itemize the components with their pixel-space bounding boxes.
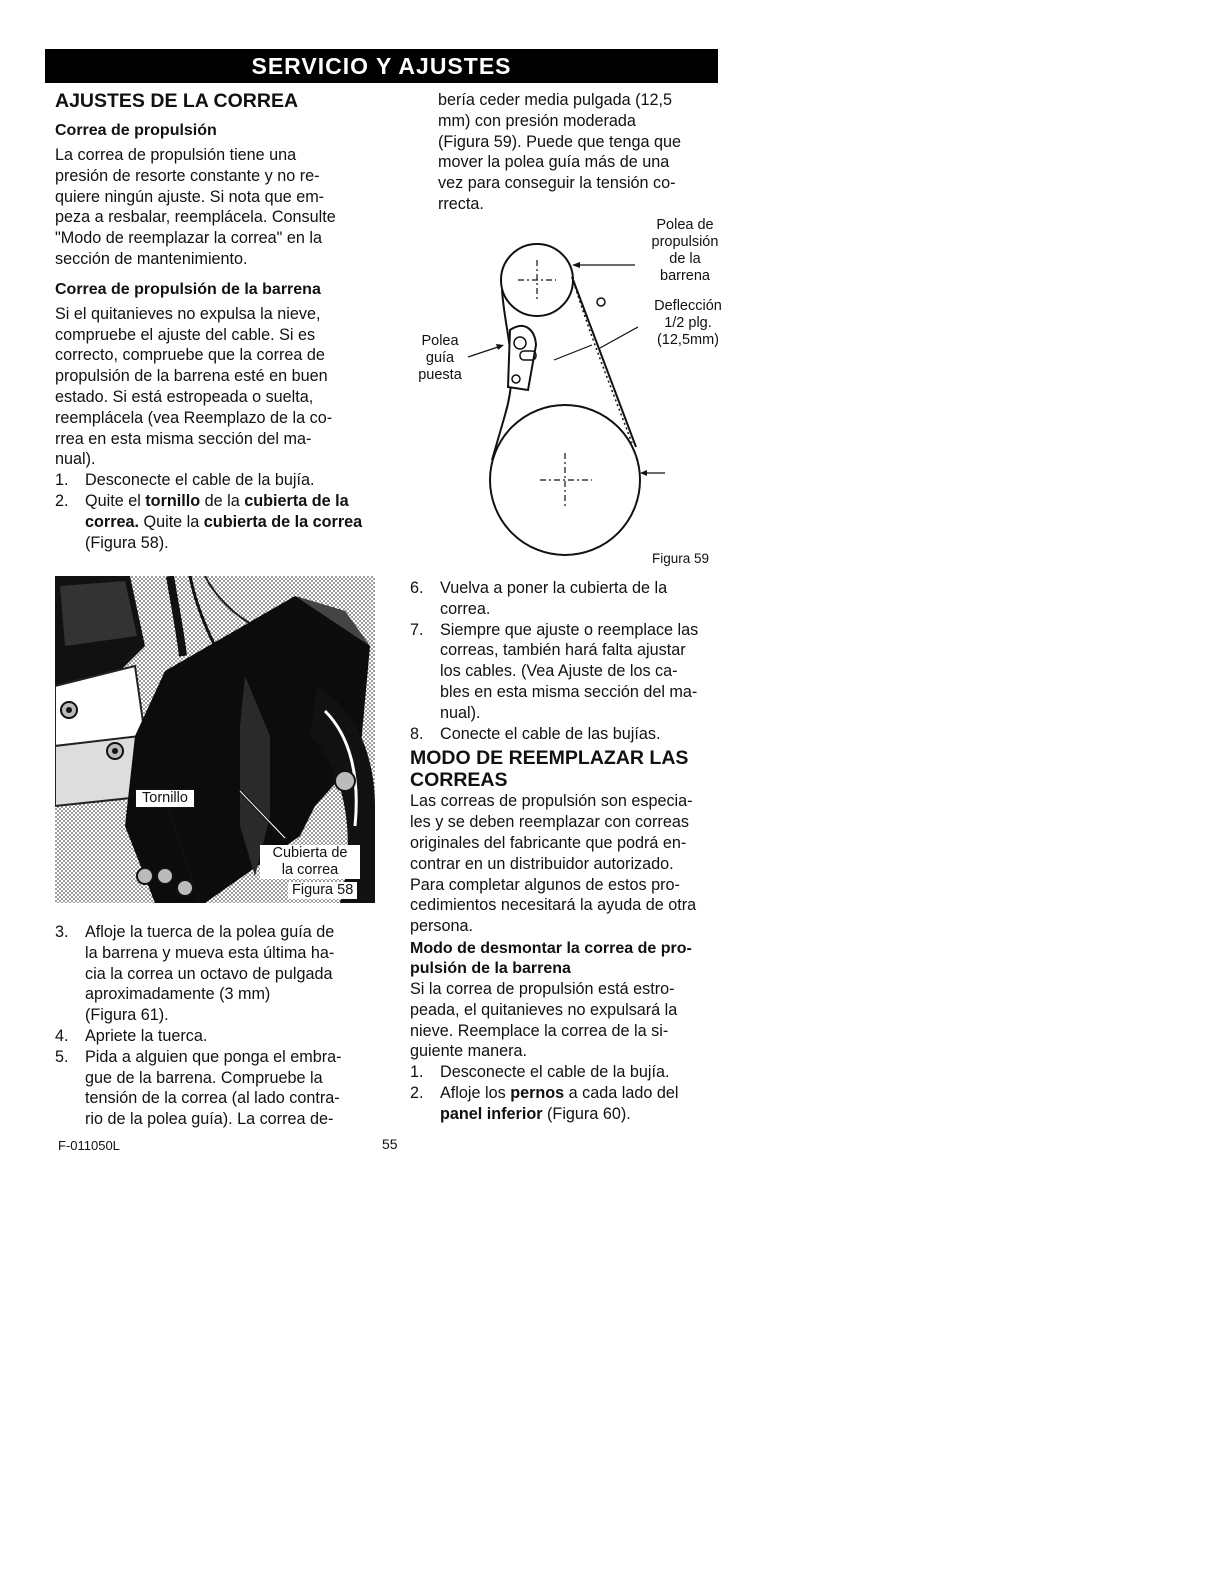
step-number: 2. bbox=[55, 491, 69, 510]
right-column-lower bbox=[410, 578, 740, 1125]
text-line: cedimientos necesitará la ayuda de otra bbox=[410, 896, 697, 915]
step-text: Apriete la tuerca. bbox=[85, 1026, 208, 1045]
step-text: Conecte el cable de las bujías. bbox=[440, 724, 661, 743]
text-line: cia la correa un octavo de pulgada bbox=[85, 964, 333, 983]
text-line: peza a resbalar, reemplácela. Consulte bbox=[55, 208, 336, 227]
label-idler-pulley bbox=[410, 333, 470, 384]
step-bold: cubierta de la correa bbox=[203, 512, 363, 531]
label-line: (12,5mm) bbox=[656, 332, 720, 348]
step-3 bbox=[55, 922, 385, 1026]
figure-58 bbox=[55, 576, 375, 903]
text-line: Vuelva a poner la cubierta de la bbox=[440, 579, 668, 597]
text-line: presión de resorte constante y no re- bbox=[55, 166, 320, 185]
subheading-drive-belt: Correa de propulsión bbox=[55, 122, 217, 139]
text-line: correa. bbox=[440, 599, 491, 618]
text-line: persona. bbox=[410, 917, 473, 936]
step-text: (Figura 60). bbox=[542, 1104, 631, 1123]
heading-line: pulsión de la barrena bbox=[410, 959, 571, 977]
text-line: originales del fabricante que podrá en- bbox=[410, 833, 687, 852]
step-text: a cada lado del bbox=[564, 1083, 679, 1102]
heading-line: CORREAS bbox=[410, 769, 508, 792]
step-bold: pernos bbox=[510, 1083, 565, 1102]
subheading-remove-auger-belt bbox=[410, 939, 740, 979]
text-line: nual). bbox=[440, 703, 481, 722]
left-column-lower bbox=[55, 922, 385, 1130]
step-text: (Figura 58). bbox=[85, 533, 169, 552]
step-text: de la bbox=[200, 491, 245, 510]
text-line: Si la correa de propulsión está estro- bbox=[410, 979, 675, 998]
label-line: 1/2 plg. bbox=[664, 315, 712, 331]
step-text: Desconecte el cable de la bujía. bbox=[440, 1063, 670, 1082]
text-line: peada, el quitanieves no expulsará la bbox=[410, 1000, 678, 1019]
text-line: Si el quitanieves no expulsa la nieve, bbox=[55, 304, 321, 323]
step-4 bbox=[55, 1026, 385, 1047]
text-line: nieve. Reemplace la correa de la si- bbox=[410, 1021, 669, 1040]
label-line: Deflección bbox=[654, 298, 722, 314]
step-text: Quite el bbox=[85, 491, 146, 510]
step-number: 4. bbox=[55, 1026, 69, 1045]
step-number: 2. bbox=[410, 1083, 424, 1102]
label-line: Polea de bbox=[656, 217, 714, 233]
paragraph-auger-belt bbox=[55, 304, 385, 470]
removal-step-2 bbox=[410, 1083, 740, 1125]
text-line: estado. Si está estropeada o suelta, bbox=[55, 387, 314, 406]
text-line: les y se deben reemplazar con correas bbox=[410, 813, 689, 832]
text-line: mover la polea guía más de una bbox=[438, 153, 670, 172]
text-line: quiere ningún ajuste. Si nota que em- bbox=[55, 187, 325, 206]
text-line: rrecta. bbox=[438, 194, 484, 213]
text-line: aproximadamente (3 mm) bbox=[85, 985, 271, 1004]
document-code: F-011050L bbox=[58, 1138, 120, 1153]
section-banner: SERVICIO Y AJUSTES bbox=[45, 49, 718, 83]
label-line: Polea bbox=[421, 333, 459, 349]
removal-step-1 bbox=[410, 1062, 740, 1083]
label-line: puesta bbox=[418, 367, 462, 383]
step-number: 3. bbox=[55, 923, 69, 941]
label-line: barrena bbox=[660, 268, 710, 284]
label-screw: Tornillo bbox=[135, 789, 195, 808]
text-line: vez para conseguir la tensión co- bbox=[438, 174, 676, 193]
right-column-top bbox=[438, 90, 738, 215]
section-heading: AJUSTES DE LA CORREA bbox=[55, 90, 299, 112]
step-text: Afloje los bbox=[440, 1083, 511, 1102]
step-number: 5. bbox=[55, 1047, 69, 1066]
step-number: 1. bbox=[410, 1063, 424, 1082]
text-line: mm) con presión moderada bbox=[438, 111, 636, 130]
step-number: 6. bbox=[410, 579, 424, 597]
text-line: Las correas de propulsión son especia- bbox=[410, 792, 693, 811]
label-line: guía bbox=[425, 350, 455, 366]
text-line: rio de la polea guía). La correa de- bbox=[85, 1110, 334, 1129]
step-5 bbox=[55, 1047, 385, 1130]
step-number: 8. bbox=[410, 724, 424, 743]
label-line: de la bbox=[669, 251, 701, 267]
text-line: bles en esta misma sección del ma- bbox=[440, 682, 698, 701]
label-line: Cubierta de bbox=[272, 845, 348, 861]
heading-line: Modo de desmontar la correa de pro- bbox=[410, 939, 692, 957]
label-line: propulsión bbox=[651, 234, 719, 250]
step-number: 1. bbox=[55, 471, 69, 490]
paragraph-drive-belt bbox=[55, 145, 385, 270]
page-number: 55 bbox=[382, 1136, 398, 1152]
figure-59 bbox=[410, 215, 740, 573]
text-line: (Figura 59). Puede que tenga que bbox=[438, 132, 681, 151]
figure-58-caption: Figura 58 bbox=[288, 882, 357, 899]
text-line: reemplácela (vea Reemplazo de la co- bbox=[55, 408, 333, 427]
text-line: guiente manera. bbox=[410, 1042, 527, 1061]
heading-line: MODO DE REEMPLAZAR LAS bbox=[410, 747, 689, 770]
text-line: compruebe el ajuste del cable. Si es bbox=[55, 325, 316, 344]
label-belt-cover bbox=[260, 845, 360, 879]
text-line: sección de mantenimiento. bbox=[55, 249, 248, 268]
text-line: nual). bbox=[55, 450, 96, 469]
text-line: "Modo de reemplazar la correa" en la bbox=[55, 229, 323, 248]
text-line: bería ceder media pulgada (12,5 bbox=[438, 91, 672, 109]
step-bold: tornillo bbox=[145, 491, 201, 510]
left-column bbox=[55, 90, 385, 553]
step-bold: panel inferior bbox=[440, 1104, 543, 1123]
text-line: gue de la barrena. Compruebe la bbox=[85, 1068, 323, 1087]
label-drive-pulley bbox=[635, 217, 735, 285]
text-line: correas, también hará falta ajustar bbox=[440, 641, 686, 660]
text-line: La correa de propulsión tiene una bbox=[55, 146, 297, 164]
step-1 bbox=[55, 470, 385, 491]
paragraph-replace-belts bbox=[410, 791, 740, 937]
text-line: tensión de la correa (al lado contra- bbox=[85, 1089, 340, 1108]
subheading-auger-belt: Correa de propulsión de la barrena bbox=[55, 280, 321, 298]
label-line: la correa bbox=[281, 862, 339, 878]
text-line: rrea en esta misma sección del ma- bbox=[55, 429, 312, 448]
step-2 bbox=[55, 491, 385, 553]
label-deflection bbox=[638, 298, 738, 349]
replace-belts-heading bbox=[410, 747, 740, 791]
step-number: 7. bbox=[410, 620, 424, 639]
figure-59-caption: Figura 59 bbox=[652, 551, 710, 566]
step-7 bbox=[410, 620, 740, 724]
text-line: propulsión de la barrena esté en buen bbox=[55, 367, 328, 386]
step-bold: cubierta de la correa. bbox=[85, 491, 349, 531]
paragraph-remove-auger-belt bbox=[410, 979, 740, 1062]
text-line: Para completar algunos de estos pro- bbox=[410, 875, 680, 894]
step-text: Quite la bbox=[139, 512, 204, 531]
text-line: (Figura 61). bbox=[85, 1006, 169, 1025]
text-line: correcto, compruebe que la correa de bbox=[55, 346, 325, 365]
text-line: los cables. (Vea Ajuste de los ca- bbox=[440, 662, 678, 681]
text-line: la barrena y mueva esta última ha- bbox=[85, 943, 335, 962]
text-line: Siempre que ajuste o reemplace las bbox=[440, 620, 699, 639]
step-8 bbox=[410, 724, 740, 745]
step-6 bbox=[410, 578, 740, 620]
step-text: Desconecte el cable de la bujía. bbox=[85, 471, 315, 490]
text-line: contrar en un distribuidor autorizado. bbox=[410, 854, 674, 873]
text-line: Pida a alguien que ponga el embra- bbox=[85, 1047, 342, 1066]
text-line: Afloje la tuerca de la polea guía de bbox=[85, 923, 335, 941]
